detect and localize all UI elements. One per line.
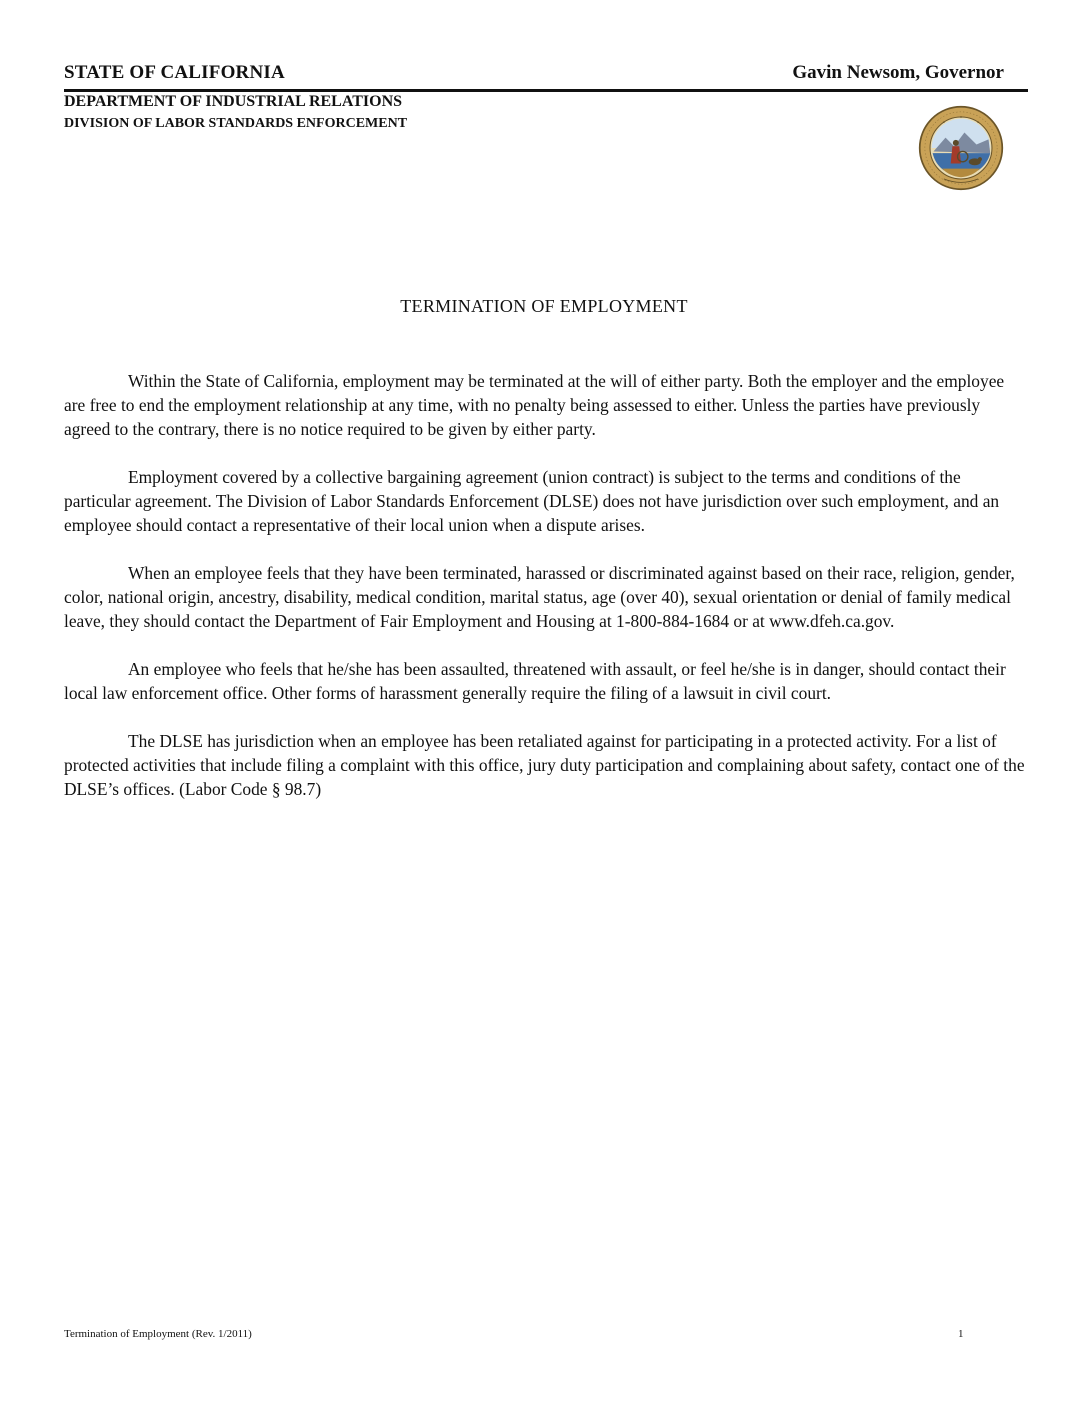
- footer-form-name: Termination of Employment (Rev. 1/2011): [64, 1328, 252, 1340]
- california-state-seal-icon: [918, 105, 1004, 191]
- governor-name: Gavin Newsom, Governor: [792, 62, 1004, 83]
- footer-page-number: 1: [958, 1328, 964, 1340]
- state-name: STATE OF CALIFORNIA: [64, 62, 285, 83]
- paragraph-collective-bargaining: Employment covered by a collective bargaining agreement (union contract) is subject to the terms and conditions of the particular agreement. The Division of Labor Standards Enforcement (DLSE) does not have jurisdiction over such employment, and an employee should contact a representative of their local union when a dispute arises.: [64, 467, 1000, 535]
- letterhead-top-line: [64, 62, 1028, 90]
- paragraph-discrimination: When an employee feels that they have been terminated, harassed or discriminated against based on their race, religion, gender, color, national origin, ancestry, disability, medical condition, marital status, age (over 40), sexual orientation or denial of family medical leave, they should contact the Department of Fair Employment and Housing at 1-800-884-1684 or at www.dfeh.ca.gov.: [64, 563, 1015, 631]
- division-name: DIVISION OF LABOR STANDARDS ENFORCEMENT: [64, 116, 408, 131]
- paragraph-retaliation: The DLSE has jurisdiction when an employee has been retaliated against for participating in a protected activity. For a list of protected activities that include filing a complaint with this office, jury duty participation and complaining about safety, contact one of the DLSE’s offices. (Labor Code § 98.7): [64, 731, 1025, 799]
- document-title: TERMINATION OF EMPLOYMENT: [400, 296, 688, 316]
- document-body: [64, 369, 1026, 825]
- header-divider: [64, 89, 1028, 92]
- paragraph-assault: An employee who feels that he/she has been assaulted, threatened with assault, or feel he/she is in danger, should contact their local law enforcement office. Other forms of harassment generally require the filing of a lawsuit in civil court.: [64, 659, 1006, 703]
- department-name: DEPARTMENT OF INDUSTRIAL RELATIONS: [64, 93, 403, 110]
- paragraph-at-will-employment: Within the State of California, employment may be terminated at the will of either party. Both the employer and the employee are free to end the employment relationship at any time, with no penalty being assessed to either. Unless the parties have previously agreed to the contrary, there is no notice required to be given by either party.: [64, 371, 1005, 439]
